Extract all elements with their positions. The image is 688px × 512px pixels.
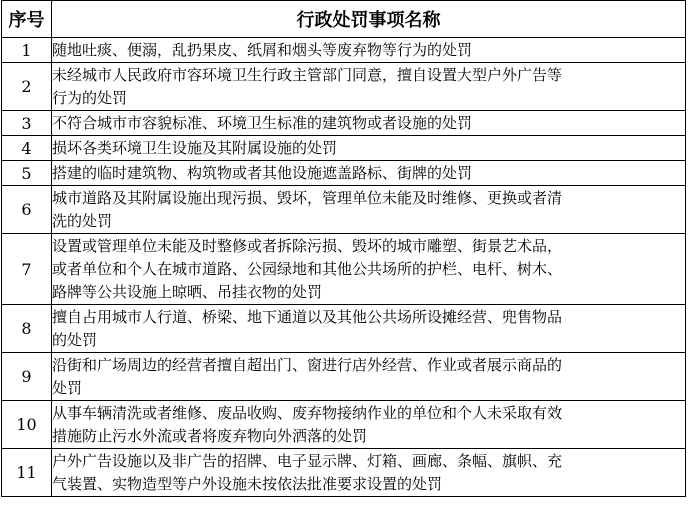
table-row <box>2 136 686 161</box>
table-row <box>2 111 686 136</box>
table-row <box>2 305 686 353</box>
row-number: 5 <box>2 161 52 186</box>
table-row <box>2 449 686 497</box>
table-row <box>2 234 686 305</box>
penalty-item-name: 损坏各类环境卫生设施及其附属设施的处罚 <box>52 136 686 161</box>
table-row <box>2 186 686 234</box>
row-number: 4 <box>2 136 52 161</box>
penalty-item-name: 设置或管理单位未能及时整修或者拆除污损、毁坏的城市雕塑、街景艺术品， 或者单位和个人在城市道路、公园绿地和其他公共场所的护栏、电杆、树木、 路牌等公共设施上晾晒、吊挂衣物的处罚 <box>52 234 686 305</box>
table-row <box>2 38 686 63</box>
row-number: 9 <box>2 353 52 401</box>
column-header-number: 序号 <box>2 1 52 38</box>
column-header-item-name: 行政处罚事项名称 <box>52 1 686 38</box>
row-number: 7 <box>2 234 52 305</box>
row-number: 2 <box>2 63 52 111</box>
penalty-item-name: 搭建的临时建筑物、构筑物或者其他设施遮盖路标、街牌的处罚 <box>52 161 686 186</box>
table-row <box>2 161 686 186</box>
penalty-item-name: 不符合城市市容貌标准、环境卫生标准的建筑物或者设施的处罚 <box>52 111 686 136</box>
penalty-item-name: 随地吐痰、便溺，乱扔果皮、纸屑和烟头等废弃物等行为的处罚 <box>52 38 686 63</box>
penalty-item-name: 从事车辆清洗或者维修、废品收购、废弃物接纳作业的单位和个人未采取有效 措施防止污水外流或者将废弃物向外洒落的处罚 <box>52 401 686 449</box>
table-row <box>2 63 686 111</box>
penalty-item-name: 擅自占用城市人行道、桥梁、地下通道以及其他公共场所设摊经营、兜售物品 的处罚 <box>52 305 686 353</box>
row-number: 1 <box>2 38 52 63</box>
row-number: 11 <box>2 449 52 497</box>
penalty-item-name: 沿街和广场周边的经营者擅自超出门、窗进行店外经营、作业或者展示商品的 处罚 <box>52 353 686 401</box>
penalty-item-name: 户外广告设施以及非广告的招牌、电子显示牌、灯箱、画廊、条幅、旗帜、充 气装置、实物造型等户外设施未按依法批准要求设置的处罚 <box>52 449 686 497</box>
penalty-item-name: 未经城市人民政府市容环境卫生行政主管部门同意，擅自设置大型户外广告等 行为的处罚 <box>52 63 686 111</box>
table-row <box>2 401 686 449</box>
row-number: 8 <box>2 305 52 353</box>
row-number: 3 <box>2 111 52 136</box>
table-row <box>2 353 686 401</box>
row-number: 10 <box>2 401 52 449</box>
table-header-row <box>2 1 686 38</box>
row-number: 6 <box>2 186 52 234</box>
penalty-item-name: 城市道路及其附属设施出现污损、毁坏，管理单位未能及时维修、更换或者清 洗的处罚 <box>52 186 686 234</box>
penalty-items-table <box>1 0 686 497</box>
